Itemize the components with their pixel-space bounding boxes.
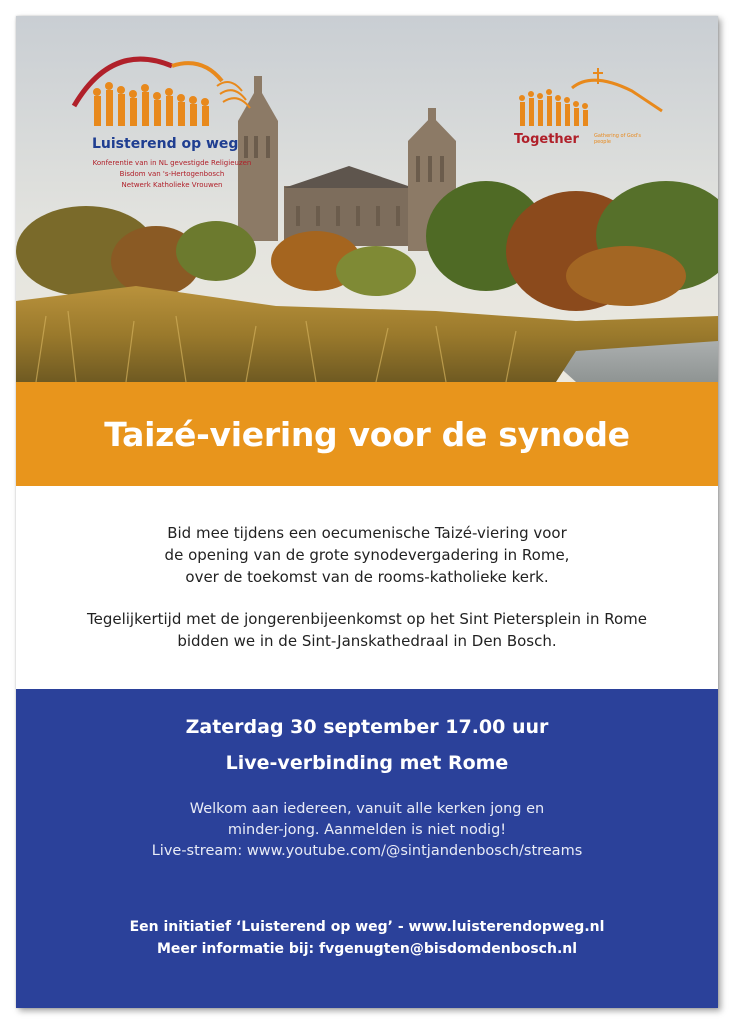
page-title: Taizé-viering voor de synode [104, 414, 630, 454]
poster [16, 16, 718, 1008]
intro-paragraph-1 [16, 522, 718, 588]
event-live-connection: Live-verbinding met Rome [225, 752, 509, 774]
initiative-link[interactable]: Een initiatief ‘Luisterend op weg’ - www.luisterendopweg.nl [129, 919, 605, 935]
luisterend-op-weg-logo [52, 46, 292, 206]
welcome-line-2: minder-jong. Aanmelden is niet nodig! [227, 822, 507, 838]
footer-info [16, 916, 718, 960]
welcome-line-1: Welkom aan iedereen, vanuit alle kerken jong en [189, 801, 545, 817]
figures-arch-icon [52, 46, 292, 136]
livestream-link[interactable]: Live-stream: www.youtube.com/@sintjandenbosch/streams [151, 843, 583, 859]
intro-paragraph-2 [16, 608, 718, 652]
tent-figures-icon [512, 66, 672, 131]
logo-left-line-2: Bisdom van 's-Hertogenbosch [119, 170, 225, 178]
title-band [16, 382, 718, 486]
contact-email-link[interactable]: Meer informatie bij: fvgenugten@bisdomdenbosch.nl [156, 941, 578, 957]
logo-left-line-3: Netwerk Katholieke Vrouwen [121, 181, 223, 189]
cathedral-landscape-photo [16, 16, 718, 382]
logo-right-tagline: Gathering of God's people [594, 133, 642, 145]
intro-p2-line-2: bidden we in de Sint-Janskathedraal in Den Bosch. [177, 632, 557, 650]
together-logo [512, 66, 672, 166]
intro-section [16, 486, 718, 689]
intro-p1-line-1: Bid mee tijdens een oecumenische Taizé-viering voor [167, 524, 567, 542]
logo-left-name: Luisterend op weg [92, 136, 239, 152]
event-date-time: Zaterdag 30 september 17.00 uur [185, 716, 549, 738]
event-section [16, 689, 718, 1008]
intro-p1-line-2: de opening van de grote synodevergadering in Rome, [164, 546, 570, 564]
event-welcome-text [16, 799, 718, 862]
logo-right-name: Together [514, 132, 579, 147]
logo-left-line-1: Konferentie van in NL gevestigde Religieuzen [92, 159, 252, 167]
intro-p1-line-3: over de toekomst van de rooms-katholieke kerk. [185, 568, 549, 586]
intro-p2-line-1: Tegelijkertijd met de jongerenbijeenkomst op het Sint Pietersplein in Rome [86, 610, 648, 628]
